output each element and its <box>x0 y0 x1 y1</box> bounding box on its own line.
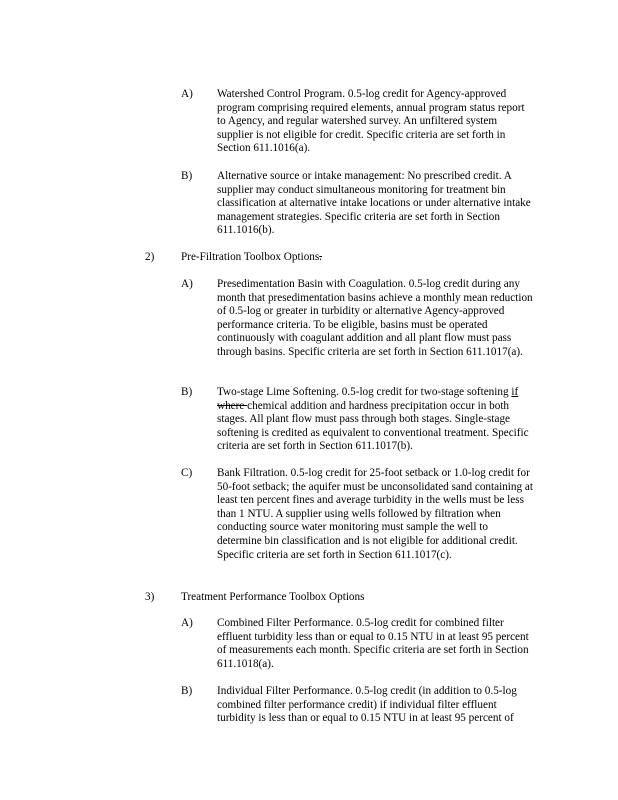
item-label: A) <box>181 88 193 100</box>
inserted-text: if <box>511 386 519 398</box>
item-text: Watershed Control Program. 0.5-log credit for Agency-approved program comprising required elements, annual program status report to Agency, and regular watershed survey. An unfiltered system supplier is not eligible for credit. Specific criteria are set forth in Section 611.1016(a). <box>217 88 525 155</box>
item-label: B) <box>181 685 193 697</box>
section-label: 2) <box>145 251 155 263</box>
text-part: chemical addition and hardness precipitation occur in both stages. All plant flow must pass through both stages. Single-stage softening is credited as equivalent to conventional treatment. Specific criteria are set forth in Section 611.1017(b). <box>217 399 529 453</box>
section-heading <box>181 251 541 265</box>
deleted-text: . <box>319 251 323 263</box>
item-text: Alternative source or intake management: No prescribed credit. A supplier may conduct simultaneous monitoring for treatment bin classification at alternative intake locations or under alternative intake management strategies. Specific criteria are set forth in Section 611.1016(b). <box>217 170 531 237</box>
item-label: B) <box>181 386 193 398</box>
item-text: Bank Filtration. 0.5-log credit for 25-foot setback or 1.0-log credit for 50-foot setback; the aquifer must be unconsolidated sand containing at least ten percent fines and average turbidity in the wells must be less than 1 NTU. A supplier using wells followed by filtration when conducting source water monitoring must sample the well to determine bin classification and is not eligible for additional credit. Specific criteria are set forth in Section 611.1017(c). <box>217 467 533 561</box>
section-label: 3) <box>145 591 155 603</box>
item-text: Individual Filter Performance. 0.5-log credit (in addition to 0.5-log combined filter performance credit) if individual filter effluent turbidity is less than or equal to 0.15 NTU in at least 95 percent of <box>217 685 517 725</box>
text-part: Two-stage Lime Softening. 0.5-log credit for two-stage softening <box>217 386 512 398</box>
item-label: A) <box>181 617 193 629</box>
item-text: Combined Filter Performance. 0.5-log credit for combined filter effluent turbidity less than or equal to 0.15 NTU in at least 95 percent of measurements each month. Specific criteria are set forth in Section 611.1018(a). <box>217 617 529 670</box>
section-heading: Treatment Performance Toolbox Options <box>181 591 365 603</box>
deleted-text: where <box>217 399 248 412</box>
item-label: B) <box>181 170 193 182</box>
item-label: C) <box>181 467 193 479</box>
heading-text: Pre-Filtration Toolbox Options <box>181 251 320 263</box>
item-label: A) <box>181 278 193 290</box>
item-text <box>217 386 535 454</box>
item-text: Presedimentation Basin with Coagulation. 0.5-log credit during any month that presedimentation basins achieve a monthly mean reduction of 0.5-log or greater in turbidity or alternative Agency-approved performance criteria. To be eligible, basins must be operated continuously with coagulant addition and all plant flow must pass through basins. Specific criteria are set forth in Section 611.1017(a). <box>217 278 533 358</box>
